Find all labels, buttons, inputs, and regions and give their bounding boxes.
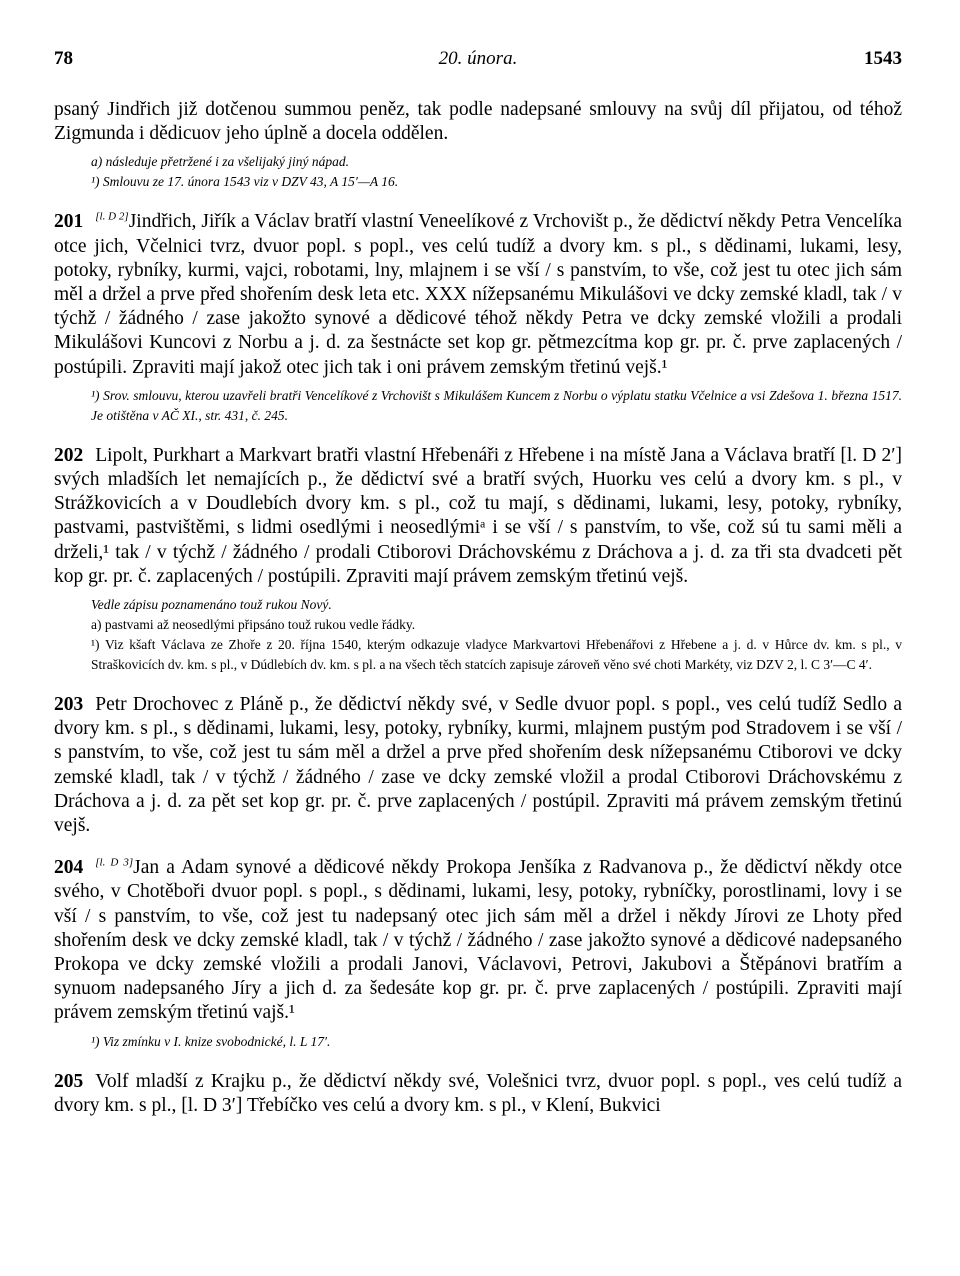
- running-title-date: 20. února.: [438, 48, 518, 69]
- entry-marginal-note: Vedle zápisu poznamenáno touž rukou Nový.: [91, 597, 332, 613]
- entry-201: [54, 210, 902, 425]
- entry-204: [54, 856, 902, 1051]
- folio-reference: [l. D 2]: [95, 210, 129, 223]
- running-header: [54, 48, 902, 74]
- entry-203: [54, 693, 902, 838]
- document-page: [54, 48, 902, 1118]
- footnote-a: a) následuje přetržené i za všelijaký jiný nápad.: [91, 154, 349, 170]
- entry-footnote: ¹) Srov. smlouvu, kterou uzavřeli bratři Vencelíkové z Vrchovišt s Mikulášem Kuncem z Norbu o výplatu statku Včelnice a vsi Zdešova 1. března 1517. Je otištěna v AČ XI., str. 431, č. 245.: [91, 387, 902, 423]
- entry-footnote: ¹) Viz zmínku v I. knize svobodnické, l. L 17′.: [91, 1033, 331, 1049]
- entry-text: Jan a Adam synové a dědicové někdy Prokopa Jenšíka z Radvanova p., že dědictví někdy otce svého, v Chotěboři dvuor popl. s popl., s dědinami, lukami, lesy, potoky, rybníčky, porostlinami, lovy i se vší / s panstvím, to vše, což jest tu nadepsaný otec jich sám měl a držel i někdy Jírovi ze Lhoty před shořením desk ve dcky zemské kladl, tak / v týchž / žádného / zase jakožto synové a dědicové nadepsaného Prokopa ve dcky zemské vložili a prodali Janovi, Václavovi, Petrovi, Jakubovi a Štěpánovi bratřím a synuom nadepsaného Jíry a jich d. za šedesáte kop gr. pr. č. prve zaplacených / postúpili. Zpraviti mají právem zemským třetinú vajš.¹: [54, 857, 902, 1024]
- footnote-1: ¹) Smlouvu ze 17. února 1543 viz v DZV 43, A 15′—A 16.: [91, 174, 399, 190]
- folio-reference: [l. D 3]: [95, 856, 134, 869]
- continuation-paragraph: psaný Jindřich již dotčenou summou peněz, tak podle nadepsané smlouvy na svůj díl přijatou, od téhož Zigmunda i dědicuov jeho úplně a docela oddělen.: [54, 99, 902, 145]
- entry-footnote-a: a) pastvami až neosedlými připsáno touž rukou vedle řádky.: [91, 617, 416, 633]
- entry-number: 202: [54, 444, 84, 466]
- entry-footnote: ¹) Viz kšaft Václava ze Zhoře z 20. října 1540, kterým odkazuje vladyce Markvartovi Hřebenářovi z Hřebene a j. d. v Hůrce dv. km. s pl., v Straškovicích dv. km. s pl., v Dúdlebích dv. km. s pl. a na všech těch statcích zapisuje zároveň věno své choti Markéty, viz DZV 2, l. C 3′—C 4′.: [91, 637, 902, 673]
- entry-text: Petr Drochovec z Pláně p., že dědictví někdy své, v Sedle dvuor popl. s popl., ves celú tudíž Sedlo a dvory km. s pl., s dědinami, lukami, lesy, potoky, rybníky, kurmi, mlajnem pustým pod Stradovem i se vší / s panstvím, to vše, což jest tu sám měl a držel a prve před shořením desk nížepsanému Ctiborovi ve dcky zemské kladl, tak / v týchž / žádného / zase ve dcky zemské vložil a prodal Ctiborovi Dráchovskému z Dráchova a j. d. za pět set kop gr. pr. č. prve zaplacených / postúpil. Zpraviti má právem zemským třetinú vejš.: [54, 694, 902, 837]
- entry-205: [54, 1070, 902, 1118]
- entry-number: 204: [54, 857, 84, 879]
- entry-text: Jindřich, Jiřík a Václav bratří vlastní Veneelíkové z Vrchovišt p., že dědictví někdy Petra Vencelíka otce jich, Včelnici tvrz, dvuor popl. s popl., ves celú tudíž a dvory km. s pl., s dědinami, lukami, lesy, potoky, rybníky, kurmi, vajci, robotami, lny, mlajnem i se vší / s panstvím, to vše, což jest tu otec jich sám měl a držel a prve před shořením desk leta etc. XXX nížepsanému Mikulášovi ve dcky zemské kladl, tak / v týchž / žádného / zase jakožto synové a dědicové téhož někdy Petra ve dcky zemské vložili a prodali Mikulášovi Kuncovi z Norbu a j. d. za šestnácte set kop gr. pětmezcítma kop gr. pr. č. prve zaplacených / postúpili. Zpraviti mají jakož otec jich tak i oni právem zemským třetinú vejš.¹: [54, 211, 903, 378]
- entry-202: [54, 444, 902, 675]
- running-year: 1543: [864, 48, 902, 69]
- page-number: 78: [54, 48, 73, 69]
- entry-number: 203: [54, 694, 84, 716]
- entry-text: Volf mladší z Krajku p., že dědictví někdy své, Volešnici tvrz, dvuor popl. s popl., ves celú tudíž a dvory km. s pl., [l. D 3′] Třebíčko ves celú a dvory km. s pl., v Klení, Bukvici: [54, 1070, 902, 1116]
- entry-text: Lipolt, Purkhart a Markvart bratři vlastní Hřebenáři z Hřebene i na místě Jana a Václava bratří [l. D 2′] svých mladších let nemajících p., že dědictví své a bratří svých, Huorku ves celú a dvory km. s pl., v Strážkovicích a v Doudlebích dvory km. s pl., což tu mají, s dědinami, lukami, lesy, potoky, rybníky, pastvami, pastvištěmi, s lidmi osedlými i neosedlýmiᵃ i se vší / s panstvím, to vše, což sú tu sami měli a drželi,¹ tak / v týchž / žádného / prodali Ctiborovi Dráchovskému z Dráchova a j. d. za tři sta dvadceti pět kop gr. pr. č. zaplacených / postúpili. Zpraviti mají právem zemským třetinú vejš.: [54, 444, 902, 587]
- entry-number: 205: [54, 1070, 84, 1092]
- entry-number: 201: [54, 211, 84, 233]
